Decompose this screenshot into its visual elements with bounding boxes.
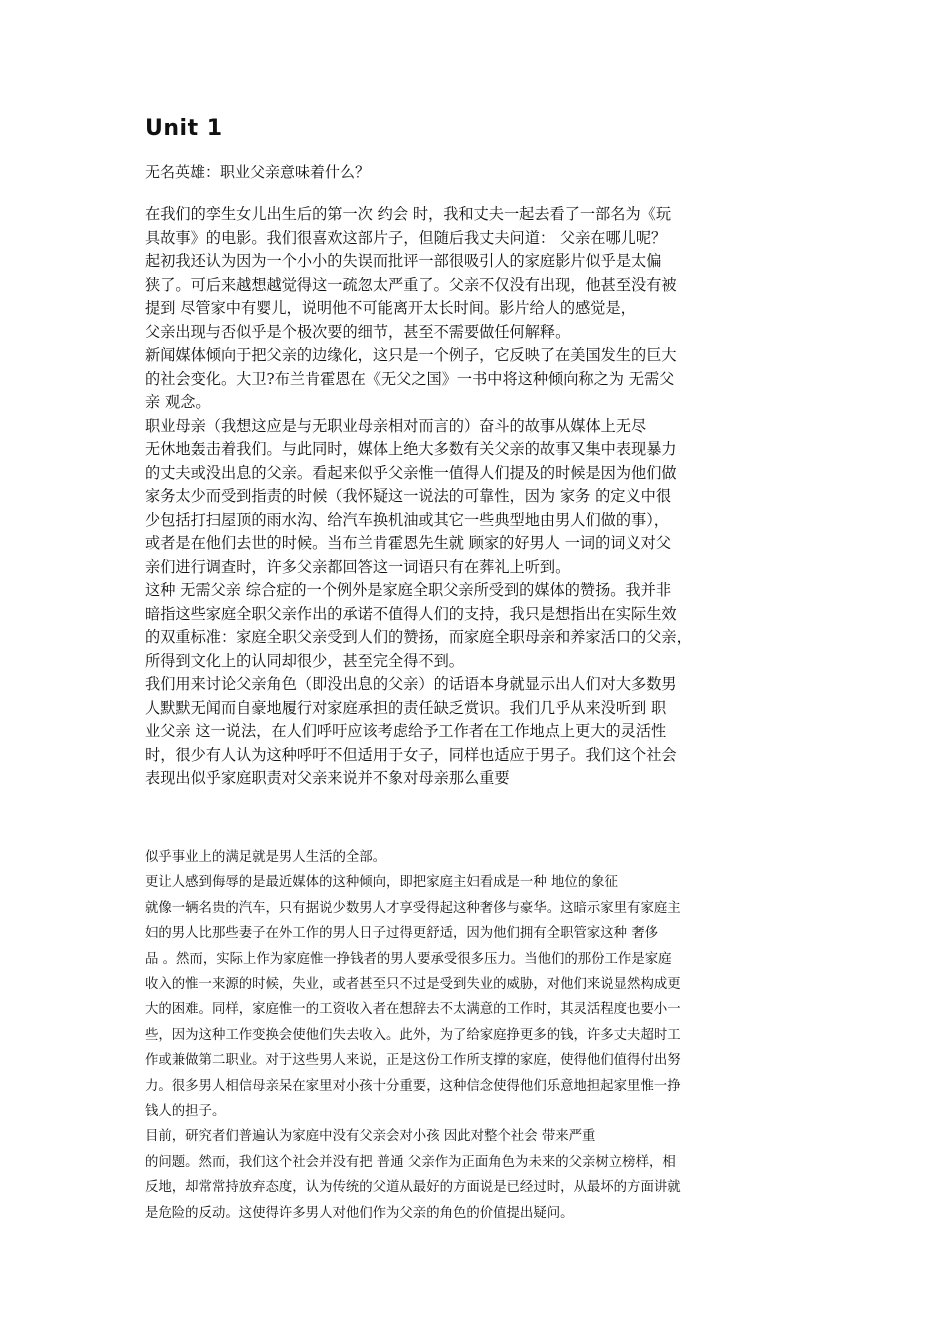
text-line: 收入的惟一来源的时候，失业，或者甚至只不过是受到失业的威胁，对他们来说显然构成更 [145,977,681,993]
text-line: 妇的男人比那些妻子在外工作的男人日子过得更舒适，因为他们拥有全职管家这种 奢侈 [145,926,659,942]
text-line: 职业母亲（我想这应是与无职业母亲相对而言的）奋斗的故事从媒体上无尽 [145,416,647,435]
body-block-second [145,845,810,1226]
text-line: 无休地轰击着我们。与此同时，媒体上绝大多数有关父亲的故事又集中表现暴力 [145,440,677,458]
text-line: 就像一辆名贵的汽车，只有据说少数男人才享受得起这种奢侈与豪华。这暗示家里有家庭主 [145,900,681,916]
text-line: 力。很多男人相信母亲呆在家里对小孩十分重要，这种信念使得他们乐意地担起家里惟一挣 [145,1078,681,1094]
text-line: 大的困难。同样，家庭惟一的工资收入者在想辞去不太满意的工作时，其灵活程度也要小一 [145,1002,681,1018]
text-line: 的社会变化。大卫?布兰肯霍恩在《无父之国》一书中将这种倾向称之为 无需父 [145,369,675,388]
text-line: 少包括打扫屋顶的雨水沟、给汽车换机油或其它一些典型地由男人们做的事）， [145,510,669,529]
text-line: 亲们进行调查时，许多父亲都回答这一词语只有在葬礼上听到。 [145,557,571,576]
text-line: 的丈夫或没出息的父亲。看起来似乎父亲惟一值得人们提及的时候是因为他们做 [145,463,677,482]
text-line: 狭了。可后来越想越觉得这一疏忽太严重了。父亲不仅没有出现，他甚至没有被 [145,275,677,294]
text-line: 提到 尽管家中有婴儿，说明他不可能离开太长时间。影片给人的感觉是， [145,299,636,317]
unit-title: Unit 1 [145,116,223,141]
text-line: 人默默无闻而自豪地履行对家庭承担的责任缺乏赏识。我们几乎从来没听到 职 [145,698,667,717]
text-line: 这种 无需父亲 综合症的一个例外是家庭全职父亲所受到的媒体的赞扬。我并非 [145,581,672,599]
text-line: 具故事》的电影。我们很喜欢这部片子，但随后我丈夫问道： 父亲在哪儿呢？ [145,228,667,247]
text-line: 起初我还认为因为一个小小的失误而批评一部很吸引人的家庭影片似乎是太偏 [145,252,662,270]
text-line: 作或兼做第二职业。对于这些男人来说，正是这份工作所支撑的家庭，使得他们值得付出努 [145,1053,681,1069]
text-line: 更让人感到侮辱的是最近媒体的这种倾向，即把家庭主妇看成是一种 地位的象征 [145,875,618,891]
text-line: 似乎事业上的满足就是男人生活的全部。 [145,850,387,865]
text-line: 家务太少而受到指责的时候（我怀疑这一说法的可靠性，因为 家务 的定义中很 [145,487,672,505]
article-subtitle: 无名英雄：职业父亲意味着什么？ [145,163,371,181]
text-line: 或者是在他们去世的时候。当布兰肯霍恩先生就 顾家的好男人 一词的词义对父 [145,534,672,552]
text-line: 新闻媒体倾向于把父亲的边缘化，这只是一个例子，它反映了在美国发生的巨大 [145,346,677,364]
text-line: 反地，却常常持放弃态度，认为传统的父道从最好的方面说是已经过时，从最坏的方面讲就 [145,1180,681,1196]
text-line: 些，因为这种工作变换会使他们失去收入。此外，为了给家庭挣更多的钱，许多丈夫超时工 [145,1027,681,1043]
text-line: 是危险的反动。这使得许多男人对他们作为父亲的角色的价值提出疑问。 [145,1205,574,1221]
text-line: 时，很少有人认为这种呼吁不但适用于女子，同样也适应于男子。我们这个社会 [145,745,677,764]
text-line: 目前，研究者们普遍认为家庭中没有父亲会对小孩 因此对整个社会 带来严重 [145,1129,596,1145]
text-line: 钱人的担子。 [145,1104,226,1120]
text-line: 在我们的孪生女儿出生后的第一次 约会 时，我和丈夫一起去看了一部名为《玩 [145,205,672,223]
text-line: 亲 观念。 [145,393,211,411]
text-line: 暗指这些家庭全职父亲作出的承诺不值得人们的支持，我只是想指出在实际生效 [145,604,677,623]
text-line: 父亲出现与否似乎是个极次要的细节，甚至不需要做任何解释。 [145,322,571,341]
text-line: 品 。然而，实际上作为家庭惟一挣钱者的男人要承受很多压力。当他们的那份工作是家庭 [145,951,672,967]
text-line: 的问题。然而，我们这个社会并没有把 普通 父亲作为正面角色为未来的父亲树立榜样，相 [145,1154,676,1170]
text-line: 所得到文化上的认同却很少，甚至完全得不到。 [145,651,464,670]
text-line: 我们用来讨论父亲角色（即没出息的父亲）的话语本身就显示出人们对大多数男 [145,675,677,693]
text-line: 表现出似乎家庭职责对父亲来说并不象对母亲那么重要 [145,769,510,787]
body-block-first [145,203,810,791]
text-line: 的双重标准：家庭全职父亲受到人们的赞扬，而家庭全职母亲和养家活口的父亲， [145,628,692,646]
text-line: 业父亲 这一说法，在人们呼吁应该考虑给予工作者在工作地点上更大的灵活性 [145,722,667,740]
